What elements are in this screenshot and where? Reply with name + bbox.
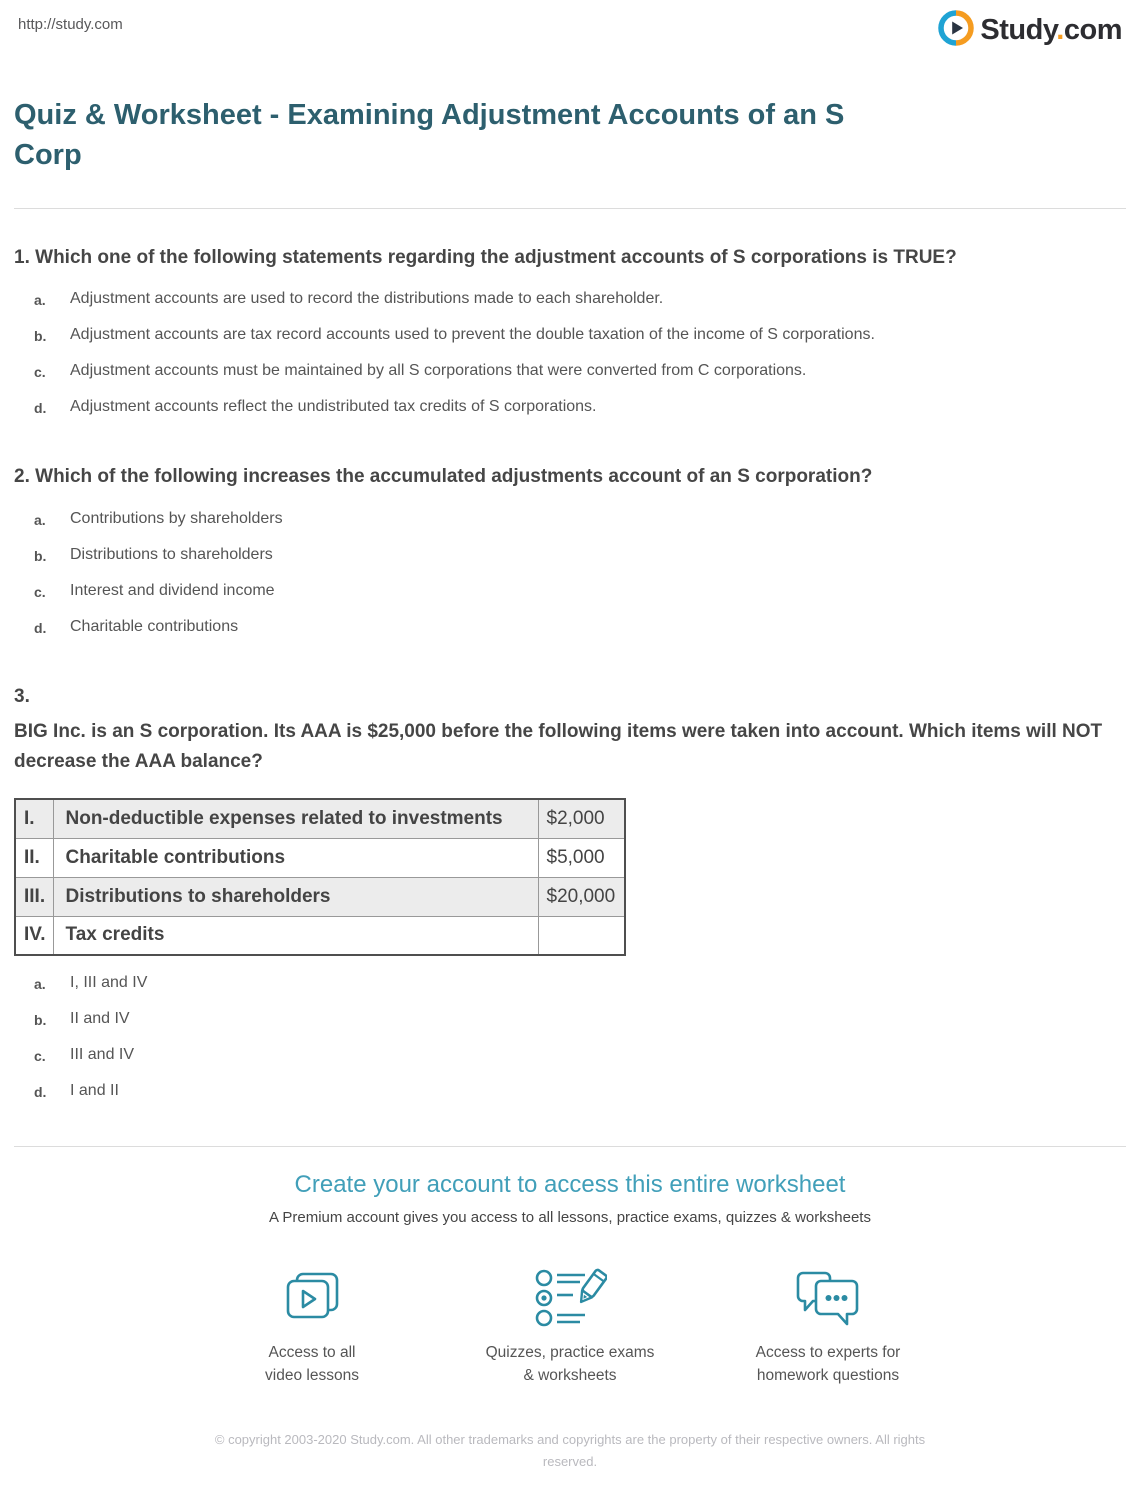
option-text: II and IV: [70, 1010, 130, 1028]
row-amount: $2,000: [538, 799, 625, 838]
footer-divider: [14, 1146, 1126, 1147]
question-3-number: 3.: [14, 685, 30, 707]
option-a: [34, 510, 1126, 528]
row-item: Non-deductible expenses related to investments: [53, 799, 538, 838]
option-b: [34, 546, 1126, 564]
title-divider: [14, 208, 1126, 209]
row-item: Charitable contributions: [53, 838, 538, 877]
video-lessons-icon: [284, 1266, 340, 1330]
question-3-options: [14, 974, 1126, 1100]
feature-homework-experts: [728, 1266, 928, 1387]
question-2-options: [14, 510, 1126, 636]
table-row: [15, 838, 625, 877]
option-d: [34, 398, 1126, 416]
option-letter: d.: [34, 1084, 47, 1101]
question-2-text: Which of the following increases the accumulated adjustments account of an S corporation?: [35, 466, 873, 488]
row-item: Distributions to shareholders: [53, 877, 538, 916]
question-2: [14, 462, 1126, 635]
option-letter: b.: [34, 1012, 47, 1029]
option-b: [34, 1010, 1126, 1028]
premium-subtitle: A Premium account gives you access to all lessons, practice exams, quizzes & worksheets: [269, 1209, 871, 1227]
option-letter: d.: [34, 400, 47, 417]
row-amount: $20,000: [538, 877, 625, 916]
option-d: [34, 618, 1126, 636]
question-1-text: Which one of the following statements regarding the adjustment accounts of S corporations is TRUE?: [35, 247, 957, 269]
feature-label: Quizzes, practice exams & worksheets: [485, 1344, 655, 1384]
row-item: Tax credits: [53, 916, 538, 955]
option-text: Charitable contributions: [70, 617, 239, 635]
option-text: Adjustment accounts must be maintained by all S corporations that were converted from C corporations.: [70, 362, 807, 380]
option-text: I and II: [70, 1082, 119, 1100]
row-amount: $5,000: [538, 838, 625, 877]
option-text: Adjustment accounts are used to record the distributions made to each shareholder.: [70, 290, 664, 308]
row-numeral: I.: [15, 799, 53, 838]
question-3-heading: [14, 682, 1124, 776]
logo-wordmark: Study.com: [980, 14, 1122, 46]
option-c: [34, 362, 1126, 380]
page-title: Quiz & Worksheet - Examining Adjustment Accounts of an S Corp: [14, 99, 845, 172]
row-numeral: III.: [15, 877, 53, 916]
option-text: I, III and IV: [70, 974, 148, 992]
question-1: [14, 243, 1126, 416]
feature-quizzes-worksheets: [470, 1266, 670, 1387]
option-letter: a.: [34, 292, 46, 309]
option-b: [34, 326, 1126, 344]
play-circle-icon: [938, 10, 974, 51]
option-letter: c.: [34, 583, 46, 600]
option-letter: b.: [34, 328, 47, 345]
table-row: [15, 799, 625, 838]
option-letter: a.: [34, 976, 46, 993]
question-1-heading: [14, 243, 1124, 272]
option-text: Adjustment accounts reflect the undistributed tax credits of S corporations.: [70, 398, 597, 416]
row-numeral: IV.: [15, 916, 53, 955]
chat-experts-icon: [795, 1266, 861, 1330]
studycom-logo[interactable]: [938, 10, 1122, 51]
option-letter: c.: [34, 364, 46, 381]
option-text: Adjustment accounts are tax record accounts used to prevent the double taxation of the income of S corporations.: [70, 326, 875, 344]
create-account-link[interactable]: Create your account to access this entire worksheet: [294, 1171, 846, 1199]
option-text: III and IV: [70, 1046, 135, 1064]
option-letter: b.: [34, 547, 47, 564]
option-text: Interest and dividend income: [70, 581, 275, 599]
option-a: [34, 974, 1126, 992]
question-3: [14, 682, 1126, 1100]
quizzes-worksheets-icon: [533, 1266, 607, 1330]
option-letter: a.: [34, 511, 46, 528]
question-2-heading: [14, 462, 1124, 491]
feature-video-lessons: [212, 1266, 412, 1387]
option-letter: d.: [34, 619, 47, 636]
table-row: [15, 877, 625, 916]
option-c: [34, 582, 1126, 600]
option-d: [34, 1082, 1126, 1100]
feature-label: Access to all video lessons: [265, 1344, 359, 1384]
table-row: [15, 916, 625, 955]
option-text: Contributions by shareholders: [70, 509, 283, 527]
question-3-text: BIG Inc. is an S corporation. Its AAA is $25,000 before the following items were taken into account. Which items will NOT decrease the AAA balance?: [14, 721, 1103, 772]
question-1-number: 1.: [14, 247, 30, 269]
feature-label: Access to experts for homework questions: [755, 1344, 901, 1384]
row-numeral: II.: [15, 838, 53, 877]
option-a: [34, 290, 1126, 308]
top-bar: [0, 0, 1140, 51]
option-c: [34, 1046, 1126, 1064]
question-2-number: 2.: [14, 466, 30, 488]
option-letter: c.: [34, 1048, 46, 1065]
question-1-options: [14, 290, 1126, 416]
feature-list: [0, 1266, 1140, 1387]
page-url: http://study.com: [18, 16, 123, 33]
question-3-table: [14, 798, 626, 956]
copyright-notice: © copyright 2003-2020 Study.com. All other trademarks and copyrights are the property of their respective owners. All rights reserved.: [214, 1432, 926, 1470]
option-text: Distributions to shareholders: [70, 545, 273, 563]
